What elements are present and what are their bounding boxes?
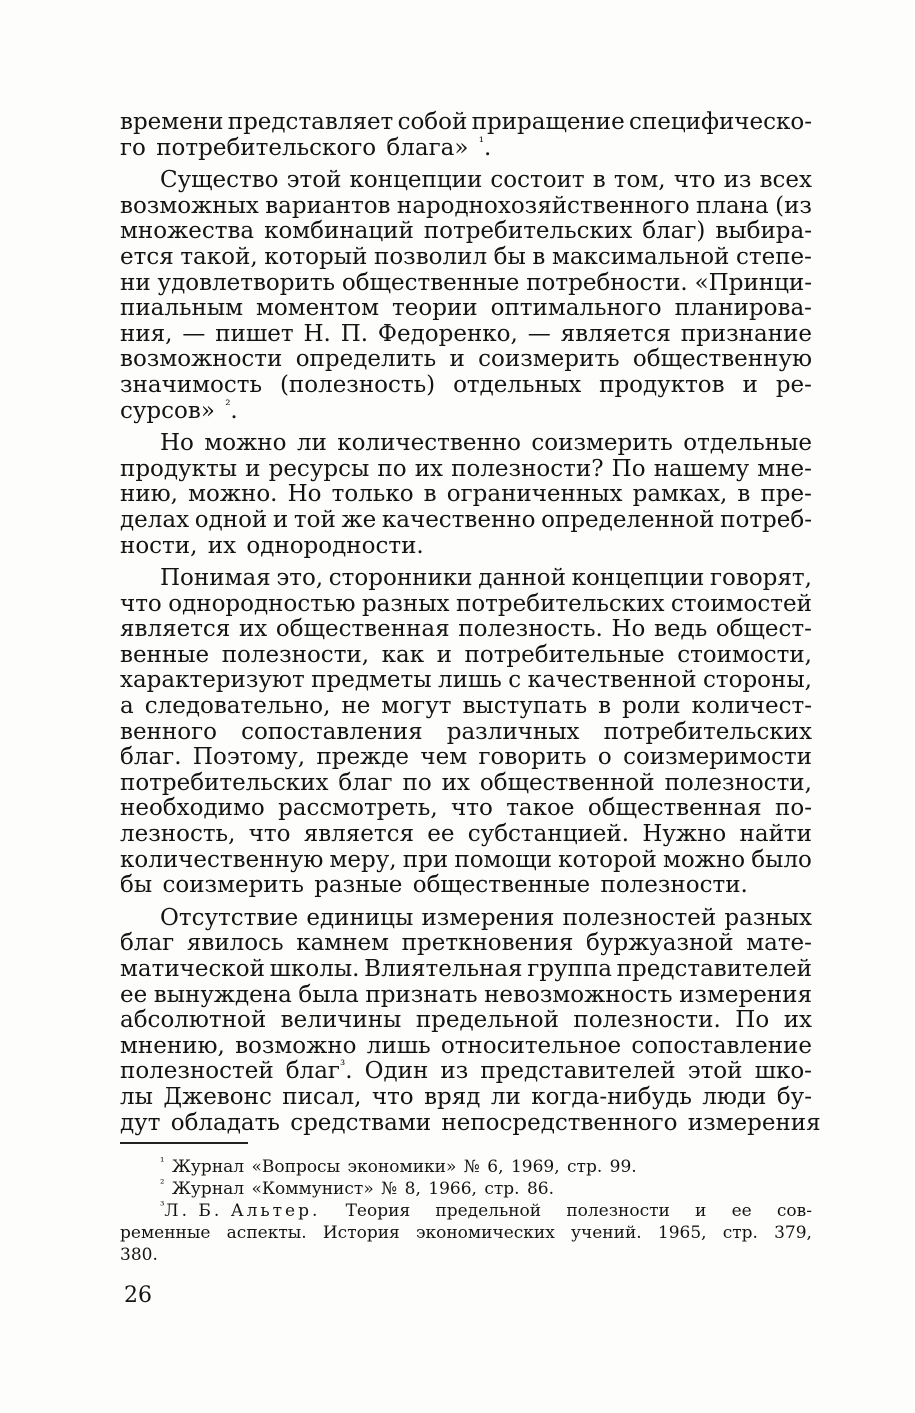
text-line: го потребительского блага» $^{^1}$. <box>120 134 492 161</box>
text-line: полезностей благ$^{^3}$. Один из представителей этой шко- <box>120 1058 812 1085</box>
text-line: множества комбинаций потребительских благ) выбира- <box>120 218 812 245</box>
text-line: дут обладать средствами непосредственного измерения <box>120 1109 821 1136</box>
text-line: Существо этой концепции состоит в том, что из всех <box>160 167 812 194</box>
text-line: мнению, возможно лишь относительное сопоставление <box>120 1032 812 1059</box>
text-line: что однородностью разных потребительских стоимостей <box>120 590 812 617</box>
text-line: ется такой, который позволил бы в максимальной степе- <box>120 243 812 270</box>
text-line: ее вынуждена была признать невозможность измерения <box>120 981 812 1008</box>
text-line: необходимо рассмотреть, что такое общественная по- <box>120 795 812 822</box>
text-line: потребительских благ по их общественной полезности, <box>120 769 812 796</box>
text-line: венного сопоставления различных потребительских <box>120 718 812 745</box>
text-line: лы Джевонс писал, что вряд ли когда-нибудь люди бу- <box>120 1083 812 1110</box>
text-line: матической школы. Влиятельная группа представителей <box>120 956 812 982</box>
text-line: благ явилось камнем преткновения буржуазной мате- <box>120 930 812 957</box>
footnote-line: 380. <box>120 1245 158 1265</box>
text-line: является их общественная полезность. Но ведь общест- <box>120 616 812 643</box>
text-line: бы соизмерить разные общественные полезности. <box>120 872 748 899</box>
text-line: значимость (полезность) отдельных продуктов и ре- <box>120 371 812 398</box>
text-line: пиальным моментом теории оптимального планирова- <box>120 295 812 322</box>
footnote-line: $^{^3}$Л. Б. Альтер. Теория предельной полезности и ее сов- <box>160 1199 812 1221</box>
footnotes <box>120 1156 812 1266</box>
text-line: времени представляет собой приращение специфическо- <box>120 109 812 135</box>
text-line: возможных вариантов народнохозяйственного плана (из <box>120 192 812 219</box>
text-line: характеризуют предметы лишь с качественной стороны, <box>120 667 812 694</box>
text-line: а следовательно, не могут выступать в роли количест- <box>120 693 812 720</box>
text-line: нию, можно. Но только в ограниченных рамках, в пре- <box>120 481 812 508</box>
footnote-separator <box>120 1142 248 1144</box>
text-line: делах одной и той же качественно определенной потреб- <box>120 506 812 533</box>
text-line: абсолютной величины предельной полезности. По их <box>120 1007 812 1034</box>
page-number: 26 <box>124 1283 152 1308</box>
text-line: продукты и ресурсы по их полезности? По нашему мне- <box>120 455 812 482</box>
text-line: ния, — пишет Н. П. Федоренко, — является признание <box>120 320 812 347</box>
footnote-line: ременные аспекты. История экономических учений. 1965, стр. 379, <box>120 1223 812 1243</box>
text-line: Но можно ли количественно соизмерить отдельные <box>160 430 812 457</box>
text-line: ни удовлетворить общественные потребности. «Принци- <box>120 269 812 296</box>
text-line: венные полезности, как и потребительные стоимости, <box>120 641 812 668</box>
text-line: лезность, что является ее субстанцией. Нужно найти <box>120 821 812 848</box>
text-line: ности, их однородности. <box>120 532 424 559</box>
text-line: сурсов» $^{^2}$. <box>120 397 238 424</box>
text-line: благ. Поэтому, прежде чем говорить о соизмеримости <box>120 744 812 771</box>
text-line: возможности определить и соизмерить общественную <box>120 346 812 373</box>
text-line: Понимая это, сторонники данной концепции говорят, <box>160 565 812 592</box>
text-line: Отсутствие единицы измерения полезностей разных <box>160 904 812 931</box>
text-line: количественную меру, при помощи которой можно было <box>120 846 812 873</box>
body-text <box>120 109 821 1136</box>
footnote-line: $^{^2}$ Журнал «Коммунист» № 8, 1966, стр. 86. <box>160 1177 555 1199</box>
footnote-line: $^{^1}$ Журнал «Вопросы экономики» № 6, 1969, стр. 99. <box>160 1155 637 1177</box>
